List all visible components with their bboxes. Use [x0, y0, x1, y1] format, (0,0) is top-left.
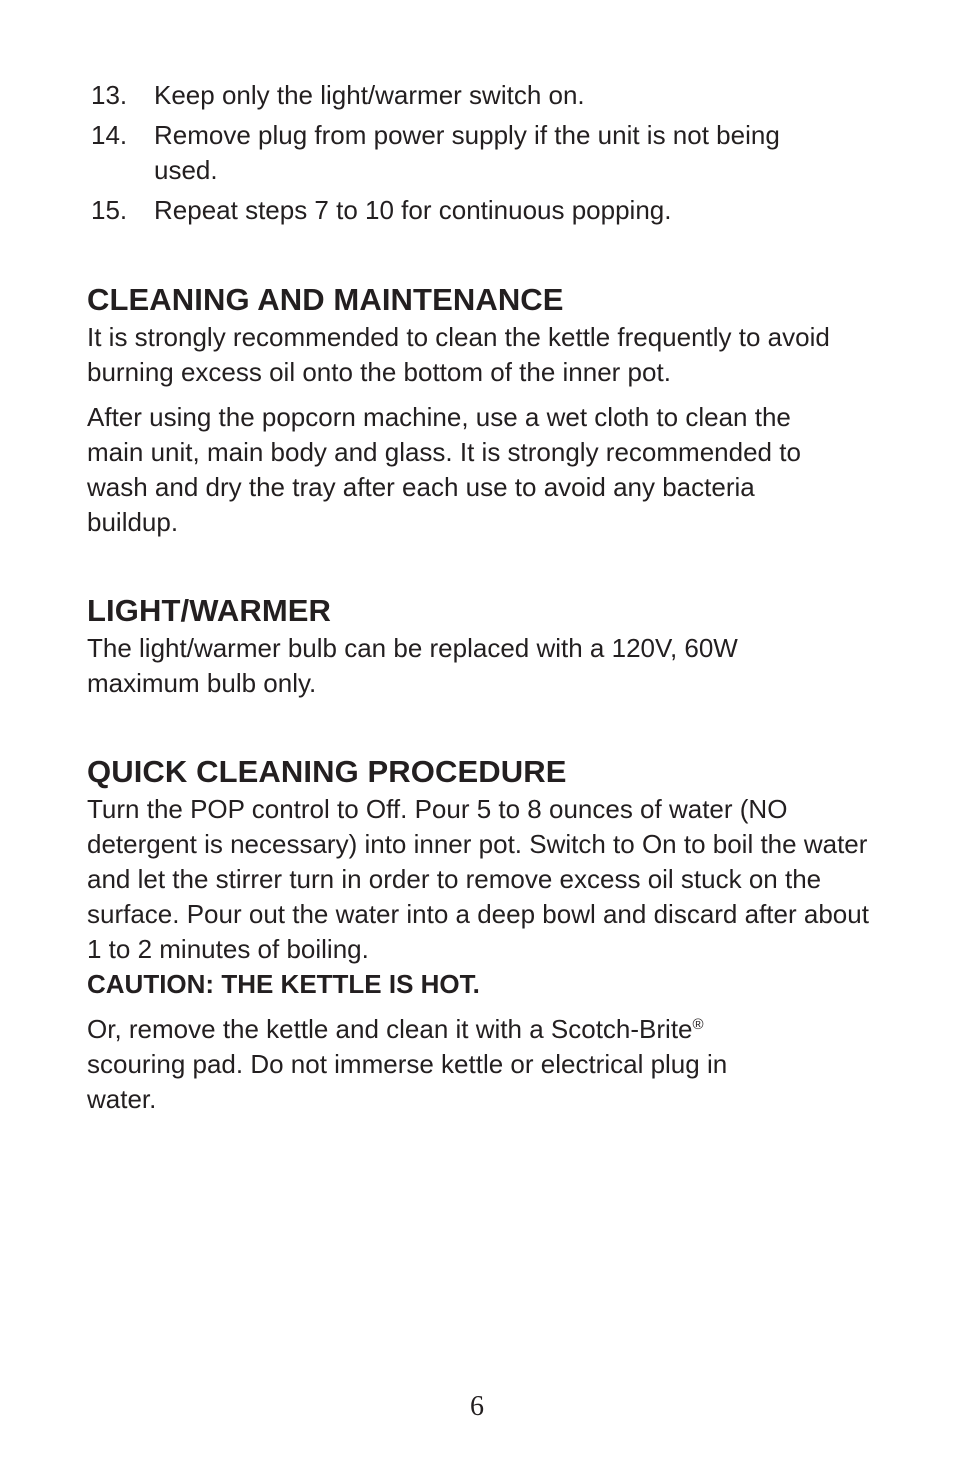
page-number: 6 [470, 1391, 484, 1422]
quick-cleaning-heading: QUICK CLEANING PROCEDURE [87, 754, 567, 789]
scouring-text: scouring pad. Do not immerse kettle or electrical plug in water. [87, 1049, 728, 1114]
light-warmer-paragraph: The light/warmer bulb can be replaced with a 120V, 60W maximum bulb only. [87, 633, 738, 698]
manual-page [87, 78, 877, 1117]
scotch-brite-text: Or, remove the kettle and clean it with a Scotch-Brite [87, 1014, 693, 1044]
step-number: 13. [91, 80, 128, 110]
quick-cleaning-paragraph-2 [87, 1012, 787, 1117]
step-item [87, 78, 877, 113]
step-item [87, 118, 877, 188]
step-item [87, 193, 877, 228]
cleaning-paragraph-1: It is strongly recommended to clean the kettle frequently to avoid burning excess oil onto the bottom of the inner pot. [87, 322, 830, 387]
light-warmer-section [87, 591, 877, 701]
step-number: 14. [91, 120, 128, 150]
quick-cleaning-instructions: Turn the POP control to Off. Pour 5 to 8 ounces of water (NO detergent is necessary) into inner pot. Switch to On to boil the water and let the stirrer turn in order to remove excess oil stuck on the surface. Pour out the water into a deep bowl and discard after about 1 to 2 minutes of boiling. [87, 794, 869, 964]
cleaning-heading: CLEANING AND MAINTENANCE [87, 282, 564, 317]
step-text: Repeat steps 7 to 10 for continuous popping. [154, 195, 672, 225]
caution-text: CAUTION: THE KETTLE IS HOT. [87, 969, 480, 999]
light-warmer-heading: LIGHT/WARMER [87, 593, 332, 628]
quick-cleaning-paragraph-1 [87, 792, 877, 1002]
cleaning-section [87, 280, 877, 540]
quick-cleaning-section [87, 752, 877, 1117]
steps-list [87, 78, 877, 228]
cleaning-paragraph-2: After using the popcorn machine, use a wet cloth to clean the main unit, main body and glass. It is strongly recommended to wash and dry the tray after each use to avoid any bacteria buildup. [87, 402, 801, 537]
step-number: 15. [91, 195, 128, 225]
step-text: Remove plug from power supply if the unit is not being used. [154, 120, 780, 185]
registered-mark: ® [692, 1016, 704, 1033]
step-text: Keep only the light/warmer switch on. [154, 80, 585, 110]
